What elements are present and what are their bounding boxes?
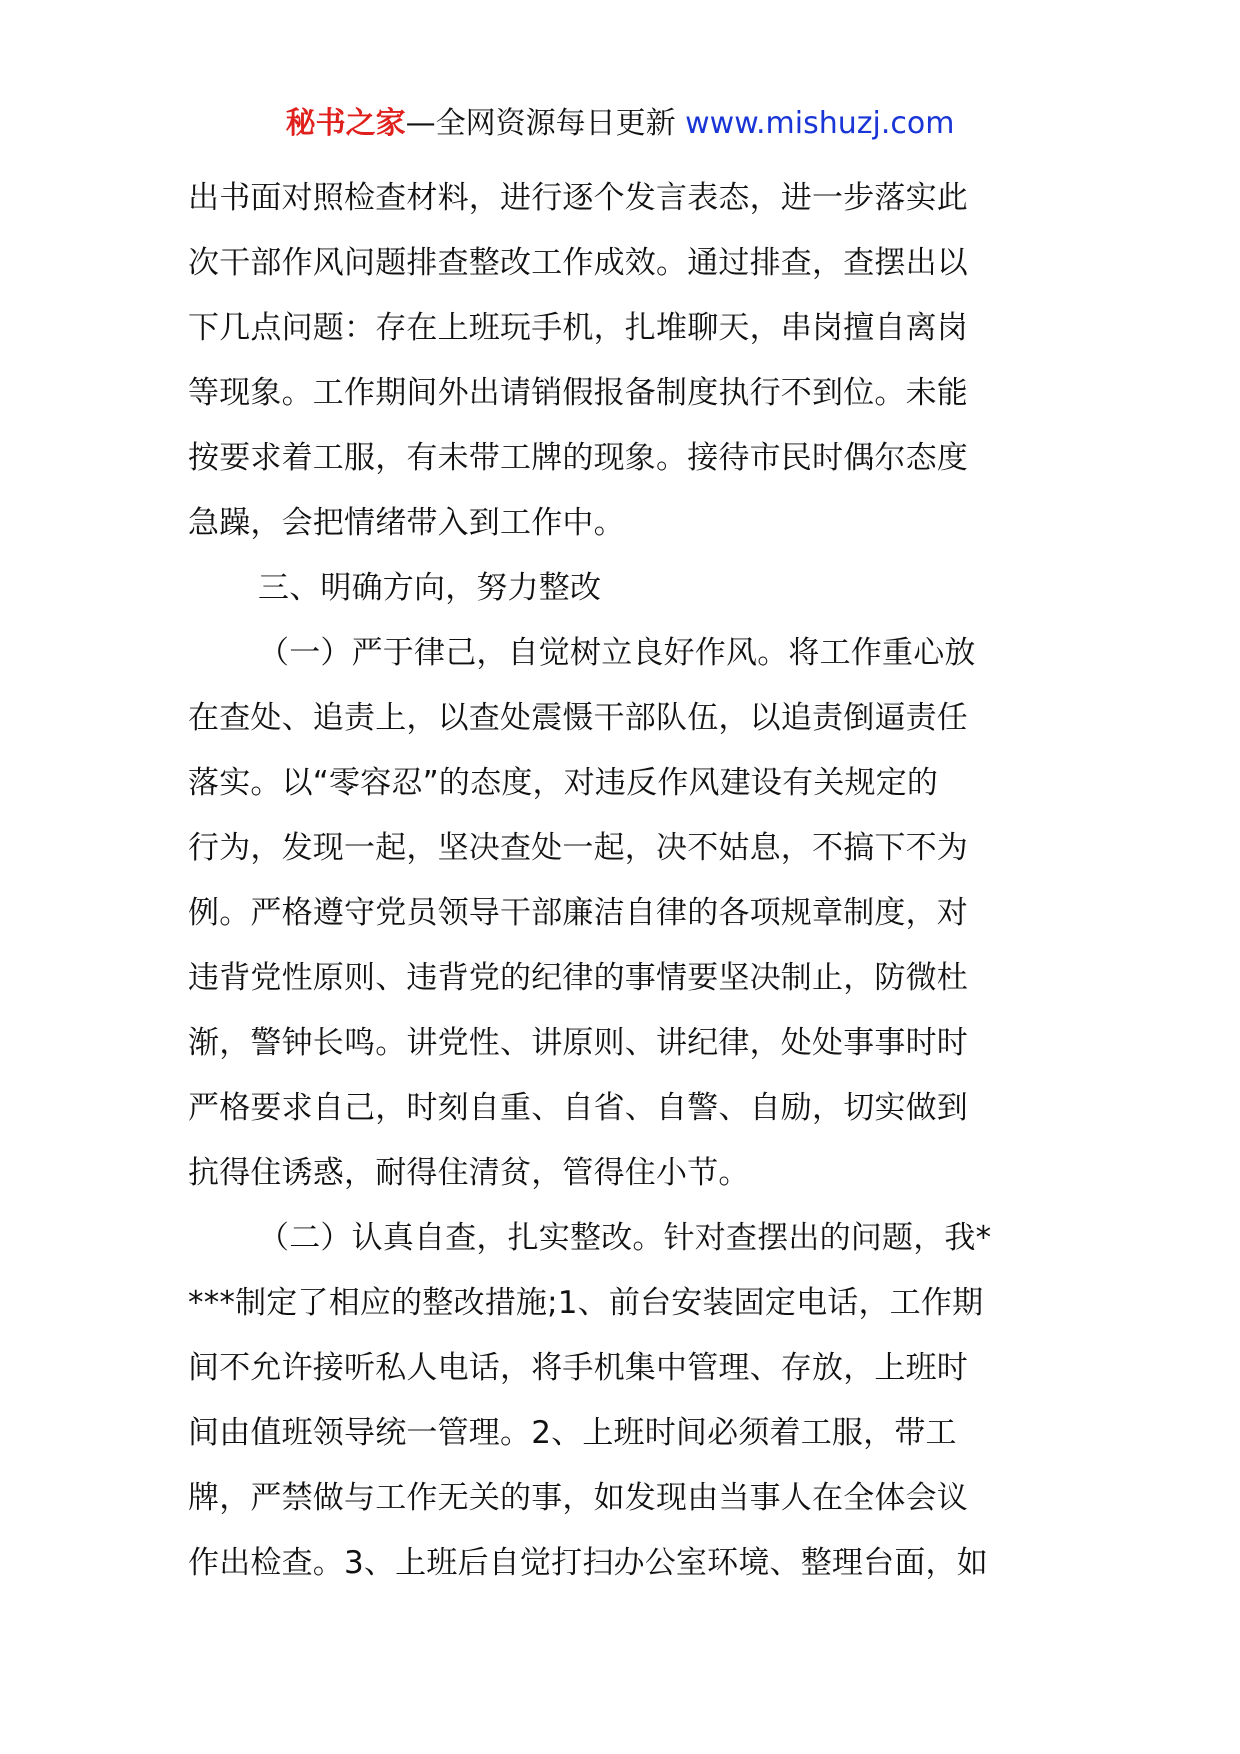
text-line: 在查处、追责上，以查处震慑干部队伍，以追责倒逼责任 <box>188 700 968 736</box>
text-line: 抗得住诱惑，耐得住清贫，管得住小节。 <box>188 1155 750 1191</box>
section-heading: 三、明确方向，努力整改 <box>258 570 602 606</box>
brand-name: 秘书之家 <box>285 106 406 141</box>
page-header <box>0 100 1240 148</box>
text-line: 急躁，会把情绪带入到工作中。 <box>188 505 625 541</box>
text-line: 落实。以“零容忍”的态度，对违反作风建设有关规定的 <box>188 765 939 801</box>
text-line: 等现象。工作期间外出请销假报备制度执行不到位。未能 <box>188 375 968 411</box>
text-line: 下几点问题：存在上班玩手机，扎堆聊天，串岗擅自离岗 <box>188 310 968 346</box>
website-link[interactable]: www.mishuzj.com <box>685 106 955 141</box>
document-body <box>188 166 1058 1596</box>
text-line: 作出检查。3、上班后自觉打扫办公室环境、整理台面，如 <box>188 1545 988 1581</box>
text-line: ***制定了相应的整改措施;1、前台安装固定电话，工作期 <box>188 1285 984 1321</box>
paragraph-start: （二）认真自查，扎实整改。针对查摆出的问题，我* <box>258 1220 992 1256</box>
text-line: 违背党性原则、违背党的纪律的事情要坚决制止，防微杜 <box>188 960 968 996</box>
text-line: 次干部作风问题排查整改工作成效。通过排查，查摆出以 <box>188 245 968 281</box>
text-line: 出书面对照检查材料，进行逐个发言表态，进一步落实此 <box>188 180 968 216</box>
text-line: 严格要求自己，时刻自重、自省、自警、自励，切实做到 <box>188 1090 968 1126</box>
text-line: 按要求着工服，有未带工牌的现象。接待市民时偶尔态度 <box>188 440 968 476</box>
text-line: 间由值班领导统一管理。2、上班时间必须着工服，带工 <box>188 1415 957 1451</box>
header-slogan: —全网资源每日更新 <box>405 106 676 141</box>
text-line: 牌，严禁做与工作无关的事，如发现由当事人在全体会议 <box>188 1480 968 1516</box>
text-line: 间不允许接听私人电话，将手机集中管理、存放，上班时 <box>188 1350 968 1386</box>
text-line: 例。严格遵守党员领导干部廉洁自律的各项规章制度，对 <box>188 895 968 931</box>
text-line: 渐，警钟长鸣。讲党性、讲原则、讲纪律，处处事事时时 <box>188 1025 968 1061</box>
paragraph-start: （一）严于律己，自觉树立良好作风。将工作重心放 <box>258 635 976 671</box>
text-line: 行为，发现一起，坚决查处一起，决不姑息，不搞下不为 <box>188 830 968 866</box>
